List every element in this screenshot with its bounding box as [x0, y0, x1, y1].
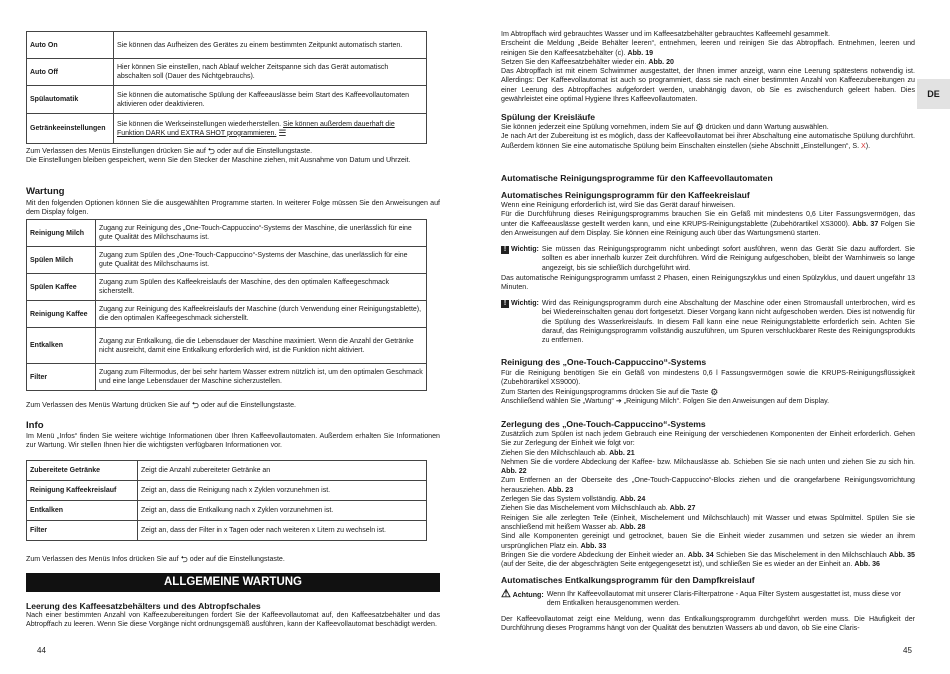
back-arrow-icon: ⮌ — [191, 400, 199, 410]
paragraph — [501, 210, 915, 238]
warning-triangle-icon: ⚠ — [501, 588, 511, 600]
table-key: Reinigung Kaffeekreislauf — [27, 481, 138, 501]
paragraph — [501, 39, 915, 58]
table-key: Spülen Milch — [27, 247, 96, 274]
table-value: Zugang zur Entkalkung, die die Lebensdauer der Maschine maximiert. Wenn die Anzahl der Getränke nicht ausreicht, damit eine Entkalkung erforderlich wird, ist die Funktion nicht aktiviert. — [96, 328, 427, 364]
table-row — [27, 481, 427, 501]
exit-text-a: Zum Verlassen des Menüs Wartung drücken Sie auf — [26, 401, 190, 409]
table-key: Filter — [27, 364, 96, 391]
paragraph: Für die Reinigung benötigen Sie ein Gefäß von mindestens 0,6 l Fassungsvermögen sowie die KRUPS-Reinigungsflüssigkeit (Zubehörartikel XS9000). — [501, 369, 915, 387]
figure-ref: Abb. 27 — [669, 504, 696, 513]
figure-ref: Abb. 35 — [889, 550, 915, 559]
step-text: Zum Entfernen an der Oberseite des „One-Touch-Cappuccino“-Blocks ziehen und die orangefarbene Reinigungsvorrichtung herausziehen. — [501, 476, 915, 494]
figure-ref: Abb. 23 — [547, 485, 574, 494]
warning-icon: ! — [501, 300, 509, 308]
table-value: Zugang zur Reinigung des „One-Touch-Cappuccino“-Systems der Maschine, die unerlässlich für eine gute Qualität des Milchschaums ist. — [96, 220, 427, 247]
warning-label-text: Achtung: — [512, 591, 544, 599]
table-value: Zeigt an, dass die Entkalkung nach x Zyklen vorzunehmen ist. — [138, 501, 427, 521]
table-key: Getränkeeinstellungen — [27, 114, 114, 144]
table-key: Auto Off — [27, 59, 114, 86]
step-text: Reinigen Sie alle zerlegten Teile (Einheit, Mischelement und Milchschlauch) mit Wasser und etwas Spülmittel. Spülen Sie sie anschließend mit heißem Wasser ab. — [501, 513, 915, 531]
page-number: 44 — [37, 646, 46, 655]
step — [501, 504, 915, 513]
warning-text: Wenn Ihr Kaffeevollautomat mit unserer Claris-Filterpatrone - Aqua Filter System ausgestattet ist, muss diese vor dem Entkalken herausgenommen werden. — [546, 590, 901, 608]
table-row — [27, 521, 427, 541]
text: Für die Durchführung dieses Reinigungsprogramms brauchen Sie ein Gefäß mit mindestens 0,6 Liter Fassungsvermögen, das unter die Kaffeeauslässe gestellt werden kann, und eine KRUPS-Reinigungstablette (Zubehörartikel XS3000). — [501, 210, 915, 228]
table-row — [27, 59, 427, 86]
step — [501, 495, 915, 504]
figure-ref: Abb. 28 — [619, 522, 646, 531]
info-table — [26, 460, 427, 541]
leerung-heading: Leerung des Kaffeesatzbehälters und des Abtropfschales — [26, 601, 261, 611]
descaling-text: Der Kaffeevollautomat zeigt eine Meldung, wenn das Entkalkungsprogramm durchgeführt werden muss. Die Häufigkeit der Durchführung dieses Programms hängt von der Qualität des benutzten Wassers ab und davon, ob Sie eine Claris- — [501, 615, 915, 633]
back-arrow-icon: ⮌ — [207, 146, 216, 156]
table-row — [27, 274, 427, 301]
warning-label — [501, 299, 539, 345]
warning-text: Wird das Reinigungsprogramm durch eine Abschaltung der Maschine oder einen Stromausfall unterbrochen, wird es bei Wiedereinschalten genau dort fortgesetzt. Dieser Vorgang kann nicht aufgeschoben werden. Dies ist notwendig für die Spülung des Wasserkreislaufs. In diesem Fall kann eine neue Reinigungstablette erforderlich sein. Achten Sie darauf, das Reinigungsprogramm vollständig auszuführen, um Spuren verschluckbarer Reste des Reinigungsprodukts zu entfernen. — [541, 299, 915, 345]
info-heading: Info — [26, 420, 44, 431]
figure-ref: Abb. 24 — [619, 495, 646, 504]
table-row — [27, 247, 427, 274]
back-arrow-icon: ⮌ — [180, 554, 188, 564]
figure-ref: Abb. 20 — [648, 57, 674, 66]
text: Folgen Sie den Anweisungen auf dem Display. Sie können eine Reinigung auch über das Wartungsmenü starten. — [501, 219, 915, 237]
warning-2 — [501, 299, 915, 345]
figure-ref: Abb. 33 — [580, 541, 607, 550]
leerung-text: Nach einer bestimmten Anzahl von Kaffeezubereitungen fordert Sie der Kaffeevollautomat auf, den Kaffeesatzbehälter und das Abtropffach zu leeren. Wenn Sie diese Vorgänge nicht ordnungsgemäß ausführen, kann der Kaffeevollautomat beschädigt werden. — [26, 611, 440, 629]
table-value: Zugang zum Spülen des Kaffeekreislaufs der Maschine, des den optimalen Kaffeegeschmack sicherstellt. — [96, 274, 427, 301]
table-row — [27, 32, 427, 59]
exit-text-a: Zum Verlassen des Menüs Einstellungen drücken Sie auf — [26, 147, 206, 155]
warning-label-text: Wichtig: — [510, 245, 539, 253]
table-key: Auto On — [27, 32, 114, 59]
figure-ref: Abb. 19 — [627, 48, 654, 57]
table-value: Zeigt die Anzahl zubereiteter Getränke an — [138, 461, 427, 481]
spuelung-heading: Spülung der Kreisläufe — [501, 112, 596, 122]
table-key: Entkalken — [27, 328, 96, 364]
text: Erscheint die Meldung „Beide Behälter leeren“, entnehmen, leeren und reinigen Sie das Abtropffach. Entnehmen, leeren und reinigen Sie den Kaffeesatzbehälter (c). — [501, 39, 915, 57]
table-key: Spülautomatik — [27, 86, 114, 114]
paragraph — [501, 123, 915, 132]
settings-exit-text — [26, 147, 440, 166]
table-value: Zugang zum Spülen des „One-Touch-Cappuccino“-Systems der Maschine, das unerlässlich für eine gute Qualität des Milchschaums ist. — [96, 247, 427, 274]
table-key: Entkalken — [27, 501, 138, 521]
page-ref: X — [861, 141, 866, 150]
settings-note: Die Einstellungen bleiben gespeichert, wenn Sie den Stecker der Maschine ziehen, mit Ausnahme von Datum und Uhrzeit. — [26, 156, 411, 165]
paragraph — [501, 58, 915, 67]
table-value: Zugang zum Filtermodus, der bei sehr hartem Wasser extrem nützlich ist, um den optimalen Geschmack und eine lange Lebensdauer der Maschine sicherzustellen. — [96, 364, 427, 391]
text: Setzen Sie den Kaffeesatzbehälter wieder ein. — [501, 57, 647, 66]
table-key: Reinigung Milch — [27, 220, 96, 247]
step — [501, 449, 915, 458]
table-row — [27, 220, 427, 247]
auto-programs-heading: Automatische Reinigungsprogramme für den Kaffeevollautomaten — [501, 173, 773, 183]
exit-text-a: Zum Verlassen des Menüs Infos drücken Sie auf — [26, 555, 179, 563]
paragraph: Anschließend wählen Sie „Wartung“ ➔ „Reinigung Milch“. Folgen Sie den Anweisungen auf dem Display. — [501, 396, 830, 405]
info-exit-text — [26, 555, 285, 564]
paragraph — [501, 388, 915, 397]
table-value-a: Sie können die Werkseinstellungen wiederherstellen. — [117, 120, 282, 128]
text: Zum Starten des Reinigungsprogramms drücken Sie auf die Taste — [501, 387, 709, 396]
step — [501, 532, 915, 551]
table-value-b: Sie können außerdem dauerhaft die Funktion DARK und EXTRA SHOT programmieren. — [117, 120, 395, 137]
paragraph: Das Abtropffach ist mit einem Schwimmer ausgestattet, der Ihnen immer anzeigt, wann eine Leerung spätestens notwendig ist. Allerdings: Der Kaffeevollautomat ist auch so programmiert, dass sie nach einer bestimmten Anzahl von Kaffeezubereitungen zu einer Leerung des Abtropffaches aufgefordert werden, unabhängig davon, ob Sie es zwischendurch geleert haben. Dies gewährleistet eine optimal Hygiene Ihres Kaffeevollautomaten. — [501, 67, 915, 104]
figure-ref: Abb. 36 — [854, 560, 880, 569]
wartung-exit-text — [26, 401, 296, 410]
otc-cleaning-heading: Reinigung des „One-Touch-Cappuccino“-Systems — [501, 357, 707, 367]
step — [501, 551, 915, 570]
otc-disassembly-heading: Zerlegung des „One-Touch-Cappuccino“-Systems — [501, 419, 706, 429]
table-row — [27, 86, 427, 114]
wartung-intro: Mit den folgenden Optionen können Sie die ausgewählten Programme starten. In weiterer Folge müssen Sie den Anweisungen auf dem Display folgen. — [26, 199, 440, 217]
coffee-circuit-heading: Automatisches Reinigungsprogramm für den Kaffeekreislauf — [501, 190, 750, 200]
section-banner: ALLGEMEINE WARTUNG — [26, 573, 440, 592]
step-text: Bringen Sie die vordere Abdeckung der Einheit wieder an. — [501, 550, 686, 559]
drip-tray-text — [501, 30, 915, 104]
page-number: 45 — [903, 646, 912, 655]
table-row — [27, 461, 427, 481]
step — [501, 476, 915, 495]
exit-text-b: oder auf die Einstellungstaste. — [217, 147, 313, 155]
warning-1 — [501, 245, 915, 273]
descaling-heading: Automatisches Entkalkungsprogramm für den Dampfkreislauf — [501, 575, 755, 585]
table-value: Sie können das Aufheizen des Gerätes zu einem bestimmten Zeitpunkt automatisch starten. — [114, 32, 427, 59]
gear-icon: ⚙ — [710, 386, 719, 397]
step — [501, 514, 915, 533]
table-row — [27, 328, 427, 364]
table-key: Zubereitete Getränke — [27, 461, 138, 481]
otc-disassembly-text — [501, 430, 915, 569]
settings-table — [26, 31, 427, 144]
info-intro: Im Menü „Infos“ finden Sie weitere wichtige Informationen über Ihren Kaffeevollautomaten. Außerdem erhalten Sie Informationen zur Wartung. Wir stellen Ihnen hier die wichtigsten verfügbaren Informationen vor. — [26, 432, 440, 450]
step-text: (auf der Seite, die der abgeschrägten Seite entgegengesetzt ist), und schließen Sie es wieder an der Einheit an. — [501, 560, 853, 569]
warning-label-text: Wichtig: — [510, 299, 539, 307]
otc-cleaning-text — [501, 369, 915, 406]
table-key: Reinigung Kaffee — [27, 301, 96, 328]
paragraph: Im Abtropffach wird gebrauchtes Wasser und im Kaffeesatzbehälter gebrauchtes Kaffeemehl gesammelt. — [501, 30, 830, 38]
table-value: Sie können die automatische Spülung der Kaffeeauslässe beim Start des Kaffeevollautomaten aktivieren oder deaktivieren. — [114, 86, 427, 114]
step-text: Nehmen Sie die vordere Abdeckung der Kaffee- bzw. Milchauslässe ab. Schieben Sie sie nach unten und ziehen Sie zu sich hin. — [501, 457, 915, 466]
warning-label — [501, 245, 539, 273]
spuelung-text — [501, 123, 915, 151]
step-text: Sind alle Komponenten gereinigt und getrocknet, bauen Sie die Einheit wieder zusammen und setzen sie wieder an ihrem ursprünglichen Platz ein. — [501, 532, 915, 550]
step-text: Ziehen Sie den Milchschlauch ab. — [501, 448, 608, 457]
table-value: Zeigt an, dass die Reinigung nach x Zyklen vorzunehmen ist. — [138, 481, 427, 501]
text: Sie können jederzeit eine Spülung vornehmen, indem Sie auf — [501, 123, 694, 131]
text: drücken und dann Wartung auswählen. — [705, 123, 829, 131]
paragraph: Je nach Art der Zubereitung ist es möglich, dass der Kaffeevollautomat bei ihrer Abschaltung eine automatische Spülung durchführt. — [501, 132, 915, 141]
exit-text-b: oder auf die Einstellungstaste. — [189, 555, 285, 563]
wartung-heading: Wartung — [26, 186, 65, 197]
table-value — [114, 114, 427, 144]
menu-icon: ☰ — [278, 127, 287, 138]
right-page — [475, 0, 950, 674]
language-tab: DE — [917, 79, 950, 109]
exit-text-b: oder auf die Einstellungstaste. — [200, 401, 296, 409]
text: ). — [865, 141, 871, 150]
step — [501, 458, 915, 477]
gear-icon: ⚙ — [695, 122, 704, 132]
table-key: Filter — [27, 521, 138, 541]
figure-ref: Abb. 34 — [687, 550, 714, 559]
table-value: Hier können Sie einstellen, nach Ablauf welcher Zeitspanne sich das Gerät automatisch abschalten soll (Dauer des Nichtgebrauchs). — [114, 59, 427, 86]
achtung-warning — [501, 590, 915, 609]
figure-ref: Abb. 37 — [852, 219, 879, 228]
table-row — [27, 501, 427, 521]
table-value: Zeigt an, dass der Filter in x Tagen oder nach weiteren x Litern zu wechseln ist. — [138, 521, 427, 541]
text: Außerdem können Sie eine automatische Spülung beim Einschalten einstellen (siehe Abschnitt „Einstellungen“, S. — [501, 141, 860, 150]
table-row — [27, 364, 427, 391]
step-text: Schieben Sie das Mischelement in den Milchschlauch — [716, 550, 887, 559]
paragraph — [501, 142, 915, 151]
step-text: Ziehen Sie das Mischelement vom Milchschlauch ab. — [501, 504, 668, 513]
table-row — [27, 301, 427, 328]
coffee-circuit-text — [501, 201, 915, 238]
step-text: Zerlegen Sie das System vollständig. — [501, 495, 618, 504]
warning-text: Sie müssen das Reinigungsprogramm nicht unbedingt sofort ausführen, wenn das Gerät Sie dazu auffordert. Sie sollten es aber innerhalb kurzer Zeit durchführen. Wird die Reinigung aufgeschoben, bleibt der Warnhinweis so lange angezeigt, bis sie schließlich durchgeführt wird. — [541, 245, 915, 272]
table-row — [27, 114, 427, 144]
warning-label — [501, 590, 544, 609]
figure-ref: Abb. 22 — [501, 467, 527, 476]
maintenance-table — [26, 219, 427, 391]
table-value: Zugang zur Reinigung des Kaffeekreislaufs der Maschine (durch Verwendung einer Reinigungstablette), die den optimalen Kaffeegeschmack sicherstellt. — [96, 301, 427, 328]
figure-ref: Abb. 21 — [609, 448, 635, 457]
paragraph: Wenn eine Reinigung erforderlich ist, wird Sie das Gerät darauf hinweisen. — [501, 201, 736, 209]
warning-icon: ! — [501, 246, 509, 254]
table-key: Spülen Kaffee — [27, 274, 96, 301]
paragraph: Zusätzlich zum Spülen ist nach jedem Gebrauch eine Reinigung der verschiedenen Komponenten der Einheit erforderlich. Gehen Sie zur Zerlegung der Einheit wie folgt vor: — [501, 430, 915, 448]
coffee-circuit-duration: Das automatische Reinigungsprogramm umfasst 2 Phasen, einen Reinigungszyklus und einen Spülzyklus, und dauert ungefähr 13 Minuten. — [501, 274, 915, 292]
